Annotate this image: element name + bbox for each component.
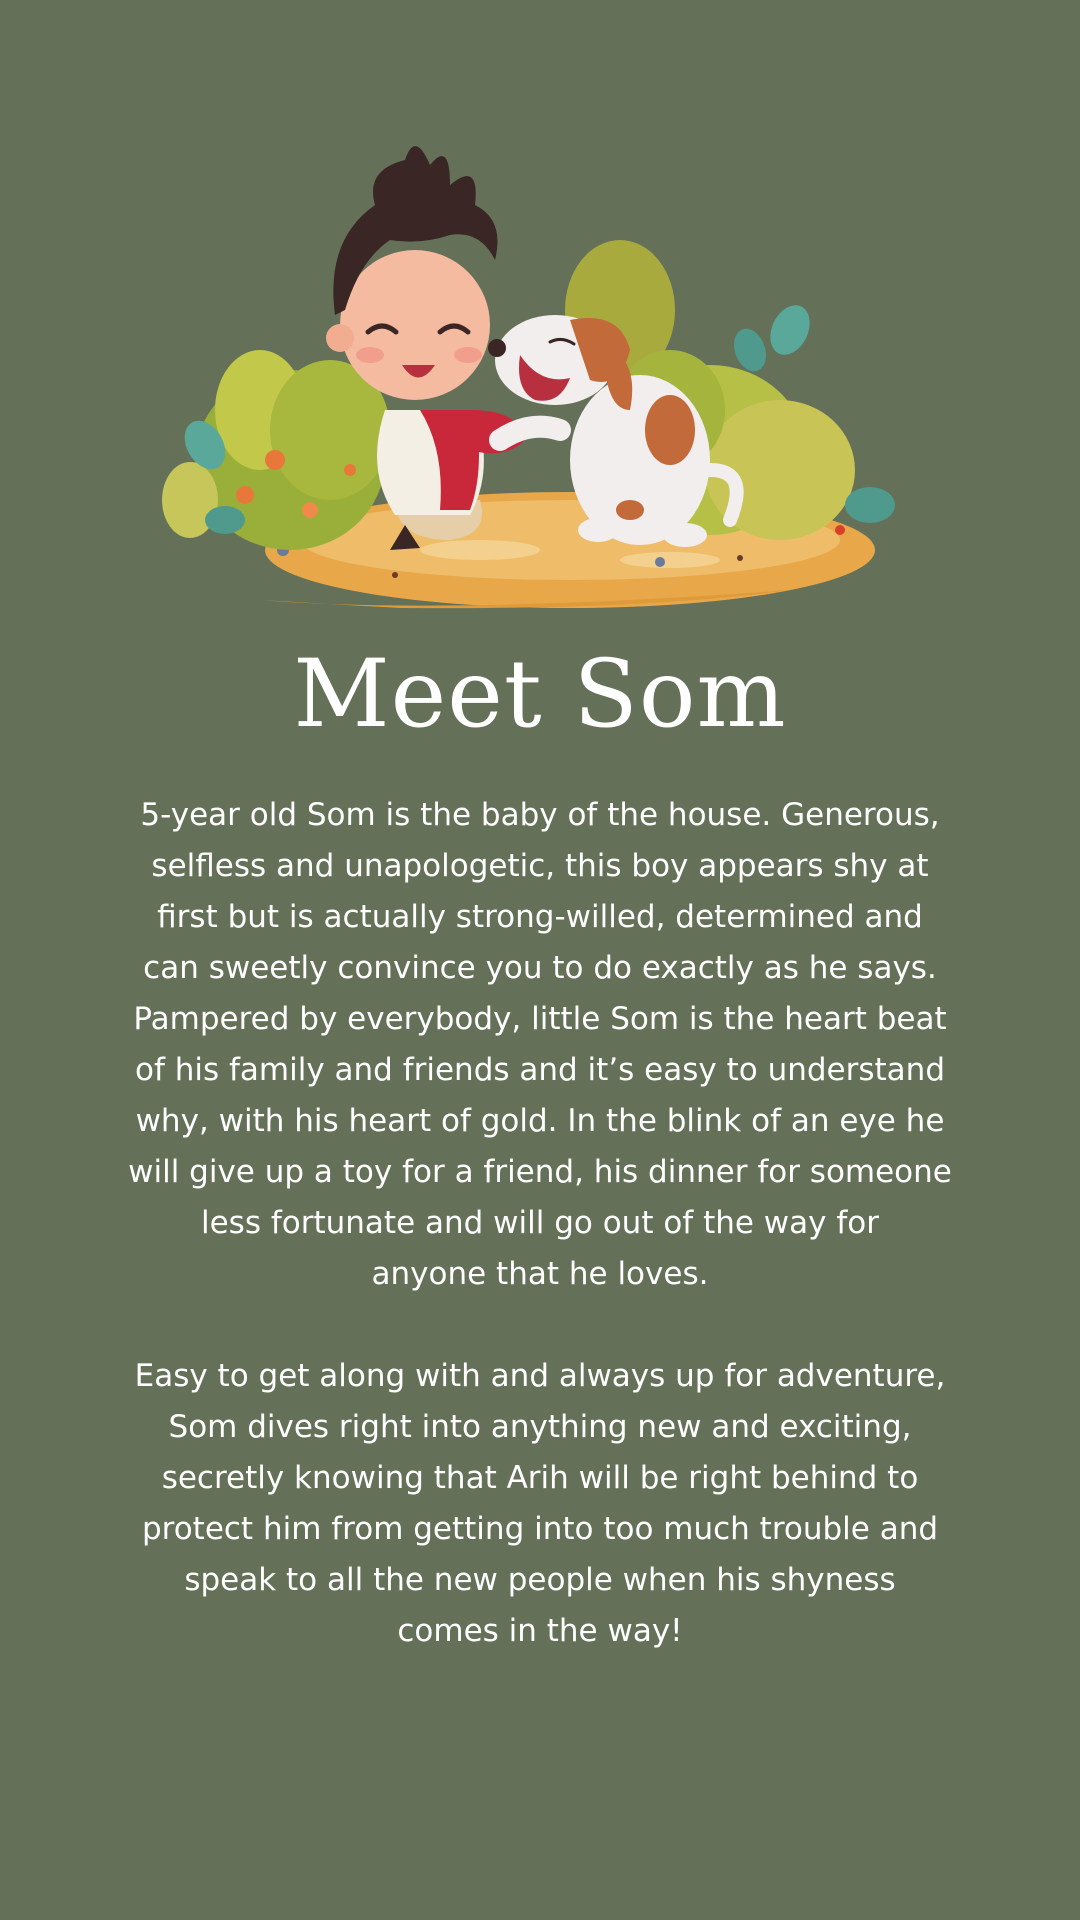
character-adventure-paragraph: Easy to get along with and always up for adventure, Som dives right into anything new and exciting, secretly knowing that Arih will be right behind to protect him from getting into too much trouble and speak to all the new people when his shyness comes in the way!: [134, 1358, 946, 1649]
character-description-paragraph: 5-year old Som is the baby of the house. Generous, selfless and unapologetic, this boy appears shy at first but is actually strong-willed, determined and can sweetly convince you to do exactly as he says. Pampered by everybody, little Som is the heart beat of his family and friends and it’s easy to understand why, with his heart of gold. In the blink of an eye he will give up a toy for a friend, his dinner for someone less fortunate and will go out of the way for anyone that he loves.: [128, 797, 952, 1292]
page-title: Meet Som: [293, 640, 787, 749]
boy-and-dog-illustration: [150, 110, 930, 640]
